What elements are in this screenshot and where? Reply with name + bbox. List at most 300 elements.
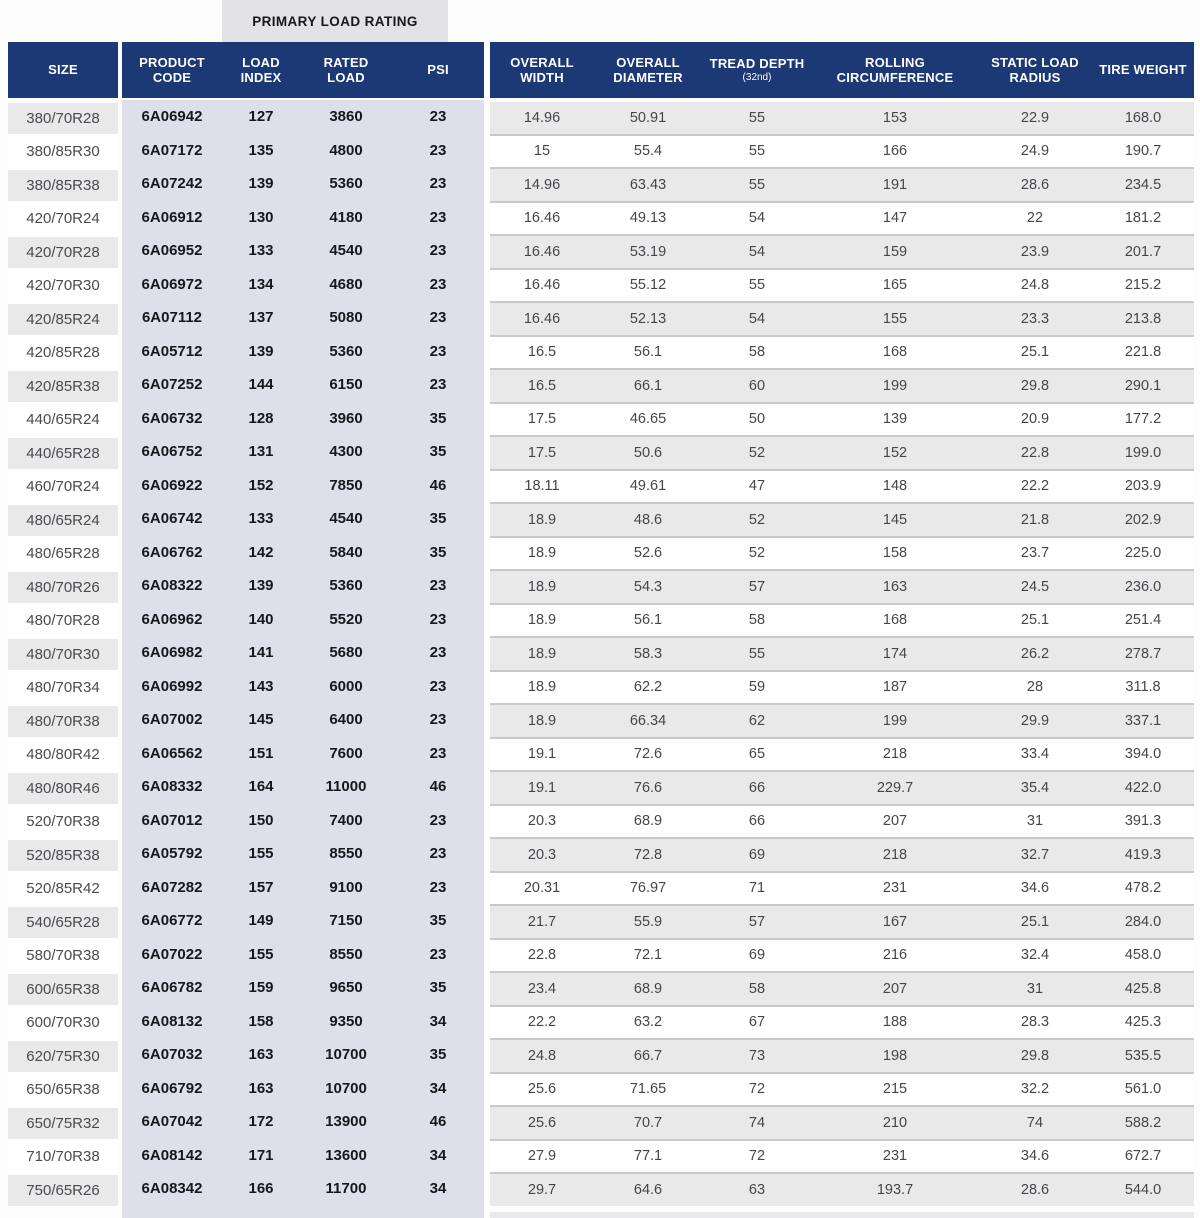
cell-overall-width: 27.9	[490, 1139, 594, 1173]
cell-rolling-circumference: 218	[812, 737, 978, 771]
table-row	[8, 938, 1194, 972]
cell-psi: 23	[392, 804, 484, 838]
cell-static-load-radius: 20.9	[978, 402, 1092, 436]
cell-product-code: 6A06942	[122, 100, 222, 134]
cell-tread-depth: 55	[702, 636, 812, 670]
cell-rolling-circumference: 152	[812, 435, 978, 469]
cell-rated-load: 4800	[300, 134, 392, 168]
cell-overall-width: 29.7	[490, 1172, 594, 1206]
column-header-overall-diameter: OVERALL DIAMETER	[594, 42, 702, 98]
cell-overall-diameter: 46.65	[594, 402, 702, 436]
cell-overall-width: 19.1	[490, 770, 594, 804]
cell-size: 650/65R38	[8, 1072, 118, 1106]
cell-rated-load: 13900	[300, 1105, 392, 1139]
cell-rated-load: 5080	[300, 301, 392, 335]
cell-size: 440/65R24	[8, 402, 118, 436]
cell-overall-diameter: 68.9	[594, 971, 702, 1005]
cell-rated-load: 5360	[300, 167, 392, 201]
cell-rolling-circumference: 155	[812, 301, 978, 335]
cell-overall-diameter: 50.91	[594, 100, 702, 134]
cell-static-load-radius: 34.6	[978, 871, 1092, 905]
cell-static-load-radius: 22	[978, 201, 1092, 235]
cell-psi: 23	[392, 335, 484, 369]
cell-tire-weight: 394.0	[1092, 737, 1194, 771]
cell-load-index: 140	[222, 603, 300, 637]
column-header-rolling-circumference: ROLLING CIRCUMFERENCE	[812, 42, 978, 98]
cell-tire-weight: 199.0	[1092, 435, 1194, 469]
cell-rated-load: 7150	[300, 904, 392, 938]
cell-tread-depth: 60	[702, 368, 812, 402]
cell-load-index: 139	[222, 335, 300, 369]
table-row	[8, 971, 1194, 1005]
cell-product-code: 6A07252	[122, 368, 222, 402]
cell-size: 580/70R38	[8, 938, 118, 972]
table-row	[8, 837, 1194, 871]
cell-tire-weight: 544.0	[1092, 1172, 1194, 1206]
cell-size: 600/70R30	[8, 1005, 118, 1039]
cell-psi: 35	[392, 536, 484, 570]
cell-size: 750/65R26	[8, 1172, 118, 1206]
cell-psi: 23	[392, 636, 484, 670]
table-row	[8, 1172, 1194, 1206]
cell-product-code: 6A07002	[122, 703, 222, 737]
cell-tire-weight: 225.0	[1092, 536, 1194, 570]
cell-size: 480/70R34	[8, 670, 118, 704]
cell-static-load-radius: 34.6	[978, 1139, 1092, 1173]
cell-tire-weight: 203.9	[1092, 469, 1194, 503]
cell-product-code: 6A06562	[122, 737, 222, 771]
cell-size: 420/85R38	[8, 368, 118, 402]
cell-tread-depth: 57	[702, 569, 812, 603]
cell-static-load-radius: 29.8	[978, 368, 1092, 402]
cell-product-code: 6A06982	[122, 636, 222, 670]
cell-product-code: 6A07022	[122, 938, 222, 972]
band-tail-strip	[122, 1205, 484, 1218]
cell-overall-width: 22.2	[490, 1005, 594, 1039]
cell-psi: 23	[392, 603, 484, 637]
cell-product-code: 6A06772	[122, 904, 222, 938]
cell-overall-width: 18.9	[490, 603, 594, 637]
cell-tread-depth: 59	[702, 670, 812, 704]
cell-psi: 23	[392, 737, 484, 771]
cell-static-load-radius: 74	[978, 1105, 1092, 1139]
cell-tire-weight: 458.0	[1092, 938, 1194, 972]
cell-rated-load: 4300	[300, 435, 392, 469]
cell-size: 480/65R24	[8, 502, 118, 536]
cell-psi: 23	[392, 100, 484, 134]
cell-overall-width: 18.9	[490, 670, 594, 704]
cell-rated-load: 8550	[300, 938, 392, 972]
table-row	[8, 871, 1194, 905]
cell-psi: 35	[392, 971, 484, 1005]
table-row	[8, 100, 1194, 134]
cell-overall-diameter: 52.6	[594, 536, 702, 570]
cell-rated-load: 11000	[300, 770, 392, 804]
cell-load-index: 135	[222, 134, 300, 168]
cell-product-code: 6A06962	[122, 603, 222, 637]
cell-psi: 23	[392, 837, 484, 871]
table-row	[8, 670, 1194, 704]
cell-overall-diameter: 66.34	[594, 703, 702, 737]
cell-load-index: 158	[222, 1005, 300, 1039]
cell-psi: 23	[392, 938, 484, 972]
cell-static-load-radius: 22.8	[978, 435, 1092, 469]
table-row	[8, 335, 1194, 369]
cell-overall-width: 18.11	[490, 469, 594, 503]
cell-rolling-circumference: 153	[812, 100, 978, 134]
column-header-tire-weight: TIRE WEIGHT	[1092, 42, 1194, 98]
cell-overall-diameter: 63.2	[594, 1005, 702, 1039]
table-row	[8, 1072, 1194, 1106]
cell-rolling-circumference: 158	[812, 536, 978, 570]
cell-rated-load: 5680	[300, 636, 392, 670]
cell-overall-diameter: 77.1	[594, 1139, 702, 1173]
cell-psi: 23	[392, 703, 484, 737]
column-header-static-load-radius: STATIC LOAD RADIUS	[978, 42, 1092, 98]
cell-load-index: 127	[222, 100, 300, 134]
cell-rolling-circumference: 193.7	[812, 1172, 978, 1206]
cell-overall-width: 14.96	[490, 100, 594, 134]
cell-load-index: 137	[222, 301, 300, 335]
cell-overall-diameter: 56.1	[594, 335, 702, 369]
cell-overall-width: 16.46	[490, 201, 594, 235]
cell-size: 650/75R32	[8, 1105, 118, 1139]
cell-overall-width: 25.6	[490, 1072, 594, 1106]
cell-tire-weight: 535.5	[1092, 1038, 1194, 1072]
cell-psi: 23	[392, 134, 484, 168]
cell-product-code: 6A06912	[122, 201, 222, 235]
cell-overall-width: 20.3	[490, 804, 594, 838]
cell-psi: 23	[392, 167, 484, 201]
cell-static-load-radius: 29.8	[978, 1038, 1092, 1072]
cell-tire-weight: 337.1	[1092, 703, 1194, 737]
cell-tread-depth: 54	[702, 234, 812, 268]
table-body	[8, 100, 1194, 1206]
cell-overall-width: 23.4	[490, 971, 594, 1005]
cell-tread-depth: 58	[702, 971, 812, 1005]
cell-rolling-circumference: 139	[812, 402, 978, 436]
cell-tire-weight: 278.7	[1092, 636, 1194, 670]
cell-load-index: 155	[222, 938, 300, 972]
cell-rated-load: 5360	[300, 569, 392, 603]
cell-product-code: 6A06782	[122, 971, 222, 1005]
table-row	[8, 1005, 1194, 1039]
cell-static-load-radius: 28.6	[978, 167, 1092, 201]
cell-size: 520/85R42	[8, 871, 118, 905]
cell-static-load-radius: 32.7	[978, 837, 1092, 871]
table-row	[8, 234, 1194, 268]
cell-product-code: 6A06752	[122, 435, 222, 469]
cell-psi: 35	[392, 502, 484, 536]
cell-size: 380/85R38	[8, 167, 118, 201]
cell-size: 480/65R28	[8, 536, 118, 570]
cell-tread-depth: 55	[702, 134, 812, 168]
cell-overall-diameter: 49.13	[594, 201, 702, 235]
cell-static-load-radius: 28.6	[978, 1172, 1092, 1206]
cell-tire-weight: 181.2	[1092, 201, 1194, 235]
cell-tire-weight: 425.8	[1092, 971, 1194, 1005]
cell-overall-diameter: 64.6	[594, 1172, 702, 1206]
cell-tire-weight: 177.2	[1092, 402, 1194, 436]
cell-size: 380/70R28	[8, 100, 118, 134]
cell-load-index: 163	[222, 1072, 300, 1106]
cell-size: 600/65R38	[8, 971, 118, 1005]
cell-size: 420/70R30	[8, 268, 118, 302]
table-row	[8, 737, 1194, 771]
cell-product-code: 6A06922	[122, 469, 222, 503]
cell-rated-load: 7850	[300, 469, 392, 503]
table-row	[8, 536, 1194, 570]
cell-product-code: 6A08142	[122, 1139, 222, 1173]
cell-tire-weight: 561.0	[1092, 1072, 1194, 1106]
cell-rated-load: 4680	[300, 268, 392, 302]
cell-overall-diameter: 76.6	[594, 770, 702, 804]
cell-rolling-circumference: 145	[812, 502, 978, 536]
cell-tire-weight: 215.2	[1092, 268, 1194, 302]
table-row	[8, 268, 1194, 302]
table-row	[8, 435, 1194, 469]
cell-static-load-radius: 24.8	[978, 268, 1092, 302]
cell-rolling-circumference: 148	[812, 469, 978, 503]
cell-load-index: 164	[222, 770, 300, 804]
cell-tread-depth: 47	[702, 469, 812, 503]
column-header-tread-depth: TREAD DEPTH (32nd)	[702, 42, 812, 98]
cell-overall-diameter: 63.43	[594, 167, 702, 201]
cell-size: 420/70R28	[8, 234, 118, 268]
cell-rolling-circumference: 207	[812, 971, 978, 1005]
cell-static-load-radius: 28	[978, 670, 1092, 704]
cell-static-load-radius: 26.2	[978, 636, 1092, 670]
cell-load-index: 139	[222, 569, 300, 603]
cell-size: 480/80R42	[8, 737, 118, 771]
cell-rated-load: 9100	[300, 871, 392, 905]
cell-psi: 23	[392, 201, 484, 235]
cell-static-load-radius: 24.5	[978, 569, 1092, 603]
cell-overall-diameter: 55.4	[594, 134, 702, 168]
cell-load-index: 149	[222, 904, 300, 938]
cell-rated-load: 6400	[300, 703, 392, 737]
cell-psi: 23	[392, 234, 484, 268]
cell-product-code: 6A06992	[122, 670, 222, 704]
column-header-size: SIZE	[8, 42, 118, 98]
cell-rated-load: 4180	[300, 201, 392, 235]
cell-load-index: 163	[222, 1038, 300, 1072]
cell-static-load-radius: 29.9	[978, 703, 1092, 737]
cell-tread-depth: 67	[702, 1005, 812, 1039]
cell-overall-diameter: 58.3	[594, 636, 702, 670]
cell-tread-depth: 52	[702, 435, 812, 469]
cell-load-index: 159	[222, 971, 300, 1005]
cell-overall-diameter: 56.1	[594, 603, 702, 637]
cell-rolling-circumference: 168	[812, 603, 978, 637]
cell-size: 480/80R46	[8, 770, 118, 804]
cell-static-load-radius: 25.1	[978, 904, 1092, 938]
cell-overall-diameter: 70.7	[594, 1105, 702, 1139]
cell-rated-load: 5520	[300, 603, 392, 637]
table-row	[8, 1105, 1194, 1139]
cell-product-code: 6A06762	[122, 536, 222, 570]
cell-size: 480/70R30	[8, 636, 118, 670]
cell-load-index: 131	[222, 435, 300, 469]
cell-rated-load: 7600	[300, 737, 392, 771]
cell-tire-weight: 190.7	[1092, 134, 1194, 168]
cell-size: 420/85R28	[8, 335, 118, 369]
cell-rolling-circumference: 168	[812, 335, 978, 369]
cell-tread-depth: 55	[702, 268, 812, 302]
cell-static-load-radius: 22.9	[978, 100, 1092, 134]
cell-static-load-radius: 31	[978, 971, 1092, 1005]
cell-static-load-radius: 24.9	[978, 134, 1092, 168]
cell-load-index: 133	[222, 234, 300, 268]
cell-load-index: 152	[222, 469, 300, 503]
bottom-edge-strip	[490, 1212, 1194, 1218]
table-row	[8, 167, 1194, 201]
cell-rated-load: 10700	[300, 1038, 392, 1072]
cell-product-code: 6A06792	[122, 1072, 222, 1106]
cell-rolling-circumference: 191	[812, 167, 978, 201]
cell-product-code: 6A06732	[122, 402, 222, 436]
column-header-overall-width: OVERALL WIDTH	[490, 42, 594, 98]
column-header-rated-load: RATED LOAD	[300, 42, 392, 98]
column-subheader-tread-depth: (32nd)	[742, 72, 772, 84]
cell-overall-width: 24.8	[490, 1038, 594, 1072]
cell-overall-width: 16.46	[490, 234, 594, 268]
cell-rolling-circumference: 187	[812, 670, 978, 704]
cell-overall-diameter: 55.12	[594, 268, 702, 302]
cell-product-code: 6A07112	[122, 301, 222, 335]
cell-overall-diameter: 53.19	[594, 234, 702, 268]
cell-overall-diameter: 50.6	[594, 435, 702, 469]
cell-size: 620/75R30	[8, 1038, 118, 1072]
cell-overall-diameter: 72.1	[594, 938, 702, 972]
cell-size: 420/70R24	[8, 201, 118, 235]
cell-load-index: 155	[222, 837, 300, 871]
cell-rolling-circumference: 210	[812, 1105, 978, 1139]
table-row	[8, 1038, 1194, 1072]
table-row	[8, 703, 1194, 737]
cell-tread-depth: 71	[702, 871, 812, 905]
cell-tire-weight: 419.3	[1092, 837, 1194, 871]
cell-tire-weight: 290.1	[1092, 368, 1194, 402]
cell-tire-weight: 234.5	[1092, 167, 1194, 201]
column-header-product-code: PRODUCT CODE	[122, 42, 222, 98]
cell-tread-depth: 66	[702, 804, 812, 838]
cell-overall-width: 16.5	[490, 335, 594, 369]
cell-tire-weight: 213.8	[1092, 301, 1194, 335]
cell-rolling-circumference: 174	[812, 636, 978, 670]
cell-load-index: 141	[222, 636, 300, 670]
cell-overall-diameter: 52.13	[594, 301, 702, 335]
cell-rolling-circumference: 231	[812, 871, 978, 905]
cell-overall-width: 18.9	[490, 536, 594, 570]
cell-tread-depth: 62	[702, 703, 812, 737]
spec-table	[8, 42, 1194, 1206]
cell-tread-depth: 72	[702, 1072, 812, 1106]
cell-rated-load: 5360	[300, 335, 392, 369]
cell-static-load-radius: 25.1	[978, 335, 1092, 369]
cell-size: 380/85R30	[8, 134, 118, 168]
cell-overall-diameter: 49.61	[594, 469, 702, 503]
cell-size: 480/70R26	[8, 569, 118, 603]
cell-tire-weight: 478.2	[1092, 871, 1194, 905]
cell-psi: 46	[392, 469, 484, 503]
cell-rated-load: 4540	[300, 502, 392, 536]
cell-overall-width: 16.46	[490, 301, 594, 335]
cell-size: 420/85R24	[8, 301, 118, 335]
cell-overall-width: 14.96	[490, 167, 594, 201]
cell-overall-width: 20.3	[490, 837, 594, 871]
cell-psi: 46	[392, 1105, 484, 1139]
cell-overall-width: 19.1	[490, 737, 594, 771]
cell-overall-width: 18.9	[490, 502, 594, 536]
cell-overall-diameter: 76.97	[594, 871, 702, 905]
cell-rolling-circumference: 163	[812, 569, 978, 603]
cell-rated-load: 11700	[300, 1172, 392, 1206]
cell-psi: 34	[392, 1005, 484, 1039]
cell-tire-weight: 311.8	[1092, 670, 1194, 704]
cell-overall-width: 21.7	[490, 904, 594, 938]
cell-rolling-circumference: 218	[812, 837, 978, 871]
cell-rolling-circumference: 166	[812, 134, 978, 168]
cell-product-code: 6A06742	[122, 502, 222, 536]
cell-static-load-radius: 25.1	[978, 603, 1092, 637]
cell-rated-load: 3960	[300, 402, 392, 436]
cell-psi: 23	[392, 368, 484, 402]
cell-tread-depth: 74	[702, 1105, 812, 1139]
cell-tread-depth: 73	[702, 1038, 812, 1072]
cell-load-index: 145	[222, 703, 300, 737]
cell-overall-width: 18.9	[490, 569, 594, 603]
cell-rolling-circumference: 198	[812, 1038, 978, 1072]
cell-size: 520/85R38	[8, 837, 118, 871]
cell-psi: 35	[392, 1038, 484, 1072]
cell-overall-diameter: 55.9	[594, 904, 702, 938]
cell-tread-depth: 57	[702, 904, 812, 938]
cell-rated-load: 9650	[300, 971, 392, 1005]
cell-tread-depth: 50	[702, 402, 812, 436]
cell-static-load-radius: 28.3	[978, 1005, 1092, 1039]
cell-tire-weight: 391.3	[1092, 804, 1194, 838]
cell-rated-load: 5840	[300, 536, 392, 570]
cell-tire-weight: 236.0	[1092, 569, 1194, 603]
cell-tread-depth: 54	[702, 201, 812, 235]
table-row	[8, 770, 1194, 804]
cell-rated-load: 10700	[300, 1072, 392, 1106]
cell-rolling-circumference: 188	[812, 1005, 978, 1039]
cell-tire-weight: 251.4	[1092, 603, 1194, 637]
cell-load-index: 144	[222, 368, 300, 402]
cell-overall-diameter: 62.2	[594, 670, 702, 704]
cell-product-code: 6A05792	[122, 837, 222, 871]
cell-tread-depth: 52	[702, 536, 812, 570]
cell-tire-weight: 672.7	[1092, 1139, 1194, 1173]
table-row	[8, 636, 1194, 670]
cell-tread-depth: 69	[702, 837, 812, 871]
cell-overall-width: 22.8	[490, 938, 594, 972]
cell-overall-width: 20.31	[490, 871, 594, 905]
cell-psi: 34	[392, 1139, 484, 1173]
cell-rolling-circumference: 199	[812, 368, 978, 402]
cell-rolling-circumference: 231	[812, 1139, 978, 1173]
cell-psi: 34	[392, 1072, 484, 1106]
cell-size: 460/70R24	[8, 469, 118, 503]
cell-tire-weight: 221.8	[1092, 335, 1194, 369]
cell-load-index: 172	[222, 1105, 300, 1139]
cell-rolling-circumference: 207	[812, 804, 978, 838]
cell-product-code: 6A07032	[122, 1038, 222, 1072]
cell-rolling-circumference: 229.7	[812, 770, 978, 804]
cell-tread-depth: 58	[702, 335, 812, 369]
